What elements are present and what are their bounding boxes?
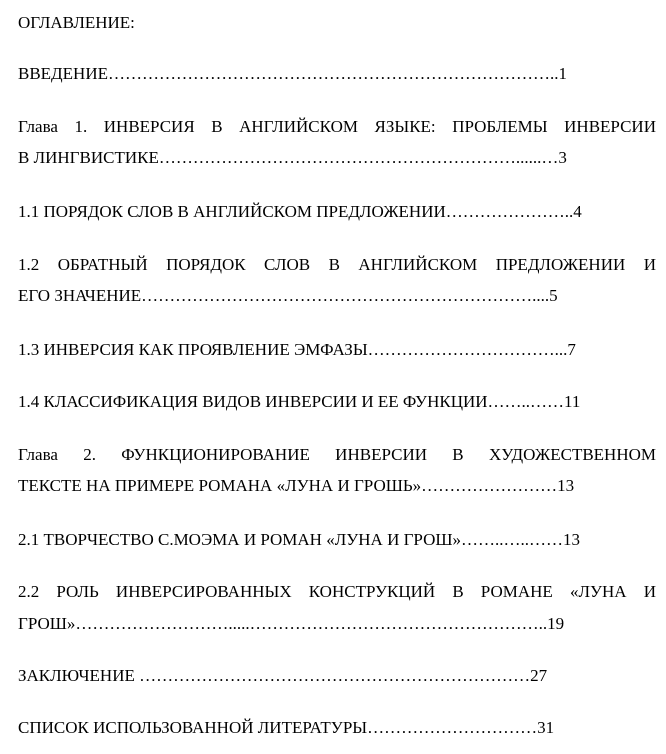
toc-entry-chapter-1-line2: В ЛИНГВИСТИКЕ………………………………………………………......…3	[18, 148, 567, 167]
toc-entry-2-1: 2.1 ТВОРЧЕСТВО С.МОЭМА И РОМАН «ЛУНА И ГРОШ»……..…..……13	[18, 530, 581, 549]
toc-entry-1-2-line1: 1.2 ОБРАТНЫЙ ПОРЯДОК СЛОВ В АНГЛИЙСКОМ ПРЕДЛОЖЕНИИ И	[18, 255, 656, 274]
toc-entry-2-2-line2: ГРОШ»……………………….....……………………………………………..19	[18, 614, 565, 633]
toc-entry-chapter-2-line2: ТЕКСТЕ НА ПРИМЕРЕ РОМАНА «ЛУНА И ГРОШЬ»……………………13	[18, 476, 575, 495]
toc-entry-2-2-line1: 2.2 РОЛЬ ИНВЕРСИРОВАННЫХ КОНСТРУКЦИЙ В РОМАНЕ «ЛУНА И	[18, 582, 656, 601]
toc-entry-1-2-line2: ЕГО ЗНАЧЕНИЕ……………………………………………………………....5	[18, 286, 558, 305]
toc-entry-conclusion: ЗАКЛЮЧЕНИЕ ……………………………………………………………27	[18, 666, 548, 685]
toc-entry-1-3: 1.3 ИНВЕРСИЯ КАК ПРОЯВЛЕНИЕ ЭМФАЗЫ……………………………...7	[18, 340, 576, 359]
toc-entry-chapter-1-line1: Глава 1. ИНВЕРСИЯ В АНГЛИЙСКОМ ЯЗЫКЕ: ПРОБЛЕМЫ ИНВЕРСИИ	[18, 117, 656, 136]
toc-entry-1-1: 1.1 ПОРЯДОК СЛОВ В АНГЛИЙСКОМ ПРЕДЛОЖЕНИИ…………………..4	[18, 202, 582, 221]
toc-entry-introduction: ВВЕДЕНИЕ……………………………………………………………………..1	[18, 64, 567, 83]
toc-entry-bibliography: СПИСОК ИСПОЛЬЗОВАННОЙ ЛИТЕРАТУРЫ…………………………31	[18, 718, 555, 737]
toc-title: ОГЛАВЛЕНИЕ:	[18, 13, 135, 32]
toc-entry-1-4: 1.4 КЛАССИФИКАЦИЯ ВИДОВ ИНВЕРСИИ И ЕЕ ФУНКЦИИ……..……11	[18, 392, 581, 411]
toc-entry-chapter-2-line1: Глава 2. ФУНКЦИОНИРОВАНИЕ ИНВЕРСИИ В ХУДОЖЕСТВЕННОМ	[18, 445, 656, 464]
